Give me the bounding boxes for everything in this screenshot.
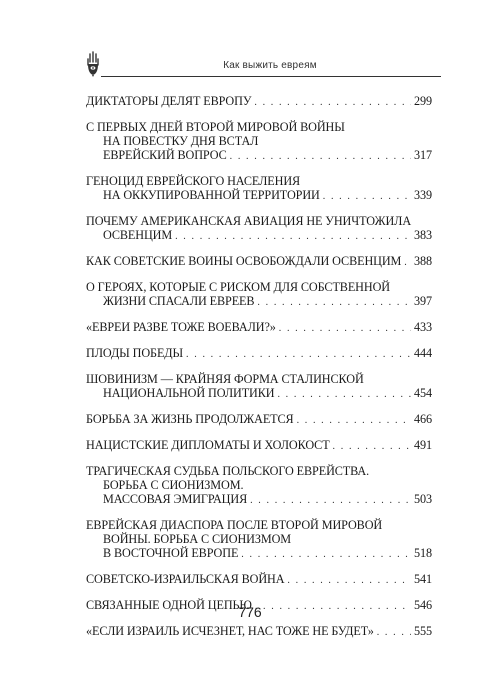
toc-entry-title: СВЯЗАННЫЕ ОДНОЙ ЦЕПЬЮ bbox=[86, 598, 252, 612]
toc-page-number: 397 bbox=[414, 294, 432, 308]
running-header: Как выжить евреям bbox=[223, 60, 317, 71]
toc-entry-title: ДИКТАТОРЫ ДЕЛЯТ ЕВРОПУ bbox=[86, 94, 252, 108]
page-number: 776 bbox=[238, 604, 262, 620]
toc-page-number: 388 bbox=[414, 254, 432, 268]
toc-entry-last-line bbox=[86, 346, 432, 362]
toc-page-number: 491 bbox=[414, 438, 432, 452]
dot-leader bbox=[377, 626, 411, 640]
dot-leader bbox=[279, 322, 411, 336]
toc-entry[interactable] bbox=[86, 120, 432, 164]
toc-entry-last-line bbox=[86, 438, 432, 454]
toc-entry-title: НАЦИОНАЛЬНОЙ ПОЛИТИКИ bbox=[103, 386, 275, 400]
toc-entry[interactable] bbox=[86, 320, 432, 336]
toc-page-number: 339 bbox=[414, 188, 432, 202]
toc-entry[interactable] bbox=[86, 518, 432, 562]
toc-entry[interactable] bbox=[86, 346, 432, 362]
toc-entry-last-line bbox=[86, 228, 432, 244]
toc-page-number: 541 bbox=[414, 572, 432, 586]
toc-entry[interactable] bbox=[86, 572, 432, 588]
dot-leader bbox=[250, 494, 411, 508]
toc-entry[interactable] bbox=[86, 214, 432, 244]
toc-entry[interactable] bbox=[86, 94, 432, 110]
toc-entry-last-line bbox=[86, 412, 432, 428]
toc-page-number: 503 bbox=[414, 492, 432, 506]
toc-entry-last-line bbox=[86, 254, 432, 270]
dot-leader bbox=[333, 440, 411, 454]
toc-entry[interactable] bbox=[86, 464, 432, 508]
toc-entry-title: «ЕСЛИ ИЗРАИЛЬ ИСЧЕЗНЕТ, НАС ТОЖЕ НЕ БУДЕТ» bbox=[86, 624, 374, 638]
toc-page-number: 433 bbox=[414, 320, 432, 334]
header-divider bbox=[101, 76, 441, 77]
toc-page-number: 444 bbox=[414, 346, 432, 360]
dot-leader bbox=[404, 256, 411, 270]
toc-entry[interactable] bbox=[86, 174, 432, 204]
toc-entry-last-line bbox=[86, 546, 432, 562]
toc-entry-title-line: О ГЕРОЯХ, КОТОРЫЕ С РИСКОМ ДЛЯ СОБСТВЕННОЙ bbox=[86, 280, 390, 294]
hamsa-icon bbox=[85, 50, 101, 78]
toc-entry-title-line: ГЕНОЦИД ЕВРЕЙСКОГО НАСЕЛЕНИЯ bbox=[86, 174, 301, 188]
dot-leader bbox=[175, 230, 411, 244]
dot-leader bbox=[230, 150, 411, 164]
dot-leader bbox=[254, 96, 411, 110]
toc-entry-title-line: С ПЕРВЫХ ДНЕЙ ВТОРОЙ МИРОВОЙ ВОЙНЫ bbox=[86, 120, 345, 134]
dot-leader bbox=[297, 414, 411, 428]
toc-page-number: 546 bbox=[414, 598, 432, 612]
dot-leader bbox=[186, 348, 411, 362]
toc-entry[interactable] bbox=[86, 412, 432, 428]
toc-entry-title: «ЕВРЕИ РАЗВЕ ТОЖЕ ВОЕВАЛИ?» bbox=[86, 320, 276, 334]
toc-entry-title: МАССОВАЯ ЭМИГРАЦИЯ bbox=[103, 492, 248, 506]
toc-page-number: 454 bbox=[414, 386, 432, 400]
toc-entry-last-line bbox=[86, 320, 432, 336]
toc-entry-last-line bbox=[86, 94, 432, 110]
dot-leader bbox=[257, 296, 411, 310]
toc-entry-title: НАЦИСТСКИЕ ДИПЛОМАТЫ И ХОЛОКОСТ bbox=[86, 438, 330, 452]
toc-entry-title: СОВЕТСКО-ИЗРАИЛЬСКАЯ ВОЙНА bbox=[86, 572, 285, 586]
toc-page-number: 555 bbox=[414, 624, 432, 638]
toc-entry-last-line bbox=[86, 492, 432, 508]
dot-leader bbox=[241, 548, 411, 562]
toc-page-number: 317 bbox=[414, 148, 432, 162]
toc-entry-title: НА ОККУПИРОВАННОЙ ТЕРРИТОРИИ bbox=[103, 188, 320, 202]
toc-entry[interactable] bbox=[86, 254, 432, 270]
toc-page-number: 383 bbox=[414, 228, 432, 242]
toc-entry[interactable] bbox=[86, 280, 432, 310]
toc-entry[interactable] bbox=[86, 372, 432, 402]
toc-entry-title-line: НА ПОВЕСТКУ ДНЯ ВСТАЛ bbox=[103, 134, 259, 148]
toc-entry-title-line: ТРАГИЧЕСКАЯ СУДЬБА ПОЛЬСКОГО ЕВРЕЙСТВА. bbox=[86, 464, 370, 478]
dot-leader bbox=[323, 190, 411, 204]
toc-entry-title-line: ЕВРЕЙСКАЯ ДИАСПОРА ПОСЛЕ ВТОРОЙ МИРОВОЙ bbox=[86, 518, 383, 532]
toc-entry-title: ОСВЕНЦИМ bbox=[103, 228, 173, 242]
toc-entry-title: БОРЬБА ЗА ЖИЗНЬ ПРОДОЛЖАЕТСЯ bbox=[86, 412, 294, 426]
toc-entry-title-line: ВОЙНЫ. БОРЬБА С СИОНИЗМОМ bbox=[103, 532, 292, 546]
toc-entry-last-line bbox=[86, 294, 432, 310]
toc-page-number: 518 bbox=[414, 546, 432, 560]
toc-entry-last-line bbox=[86, 624, 432, 640]
toc-entry-title-line: ПОЧЕМУ АМЕРИКАНСКАЯ АВИАЦИЯ НЕ УНИЧТОЖИЛА bbox=[86, 214, 412, 228]
toc-entry-title-line: ШОВИНИЗМ — КРАЙНЯЯ ФОРМА СТАЛИНСКОЙ bbox=[86, 372, 364, 386]
toc-entry-last-line bbox=[86, 572, 432, 588]
dot-leader bbox=[287, 574, 411, 588]
toc-entry-last-line bbox=[86, 188, 432, 204]
toc-page-number: 299 bbox=[414, 94, 432, 108]
toc-entry[interactable] bbox=[86, 624, 432, 640]
toc-entry-last-line bbox=[86, 386, 432, 402]
toc-entry-title-line: БОРЬБА С СИОНИЗМОМ. bbox=[103, 478, 244, 492]
toc-entry-title: ЕВРЕЙСКИЙ ВОПРОС bbox=[103, 148, 227, 162]
toc-entry-title: ЖИЗНИ СПАСАЛИ ЕВРЕЕВ bbox=[103, 294, 255, 308]
dot-leader bbox=[277, 388, 411, 402]
toc-entry-last-line bbox=[86, 148, 432, 164]
toc-entry-title: КАК СОВЕТСКИЕ ВОИНЫ ОСВОБОЖДАЛИ ОСВЕНЦИМ bbox=[86, 254, 402, 268]
toc-page-number: 466 bbox=[414, 412, 432, 426]
toc-entry[interactable] bbox=[86, 438, 432, 454]
toc-entry-title: ПЛОДЫ ПОБЕДЫ bbox=[86, 346, 184, 360]
table-of-contents bbox=[86, 94, 432, 650]
toc-entry-title: В ВОСТОЧНОЙ ЕВРОПЕ bbox=[103, 546, 239, 560]
